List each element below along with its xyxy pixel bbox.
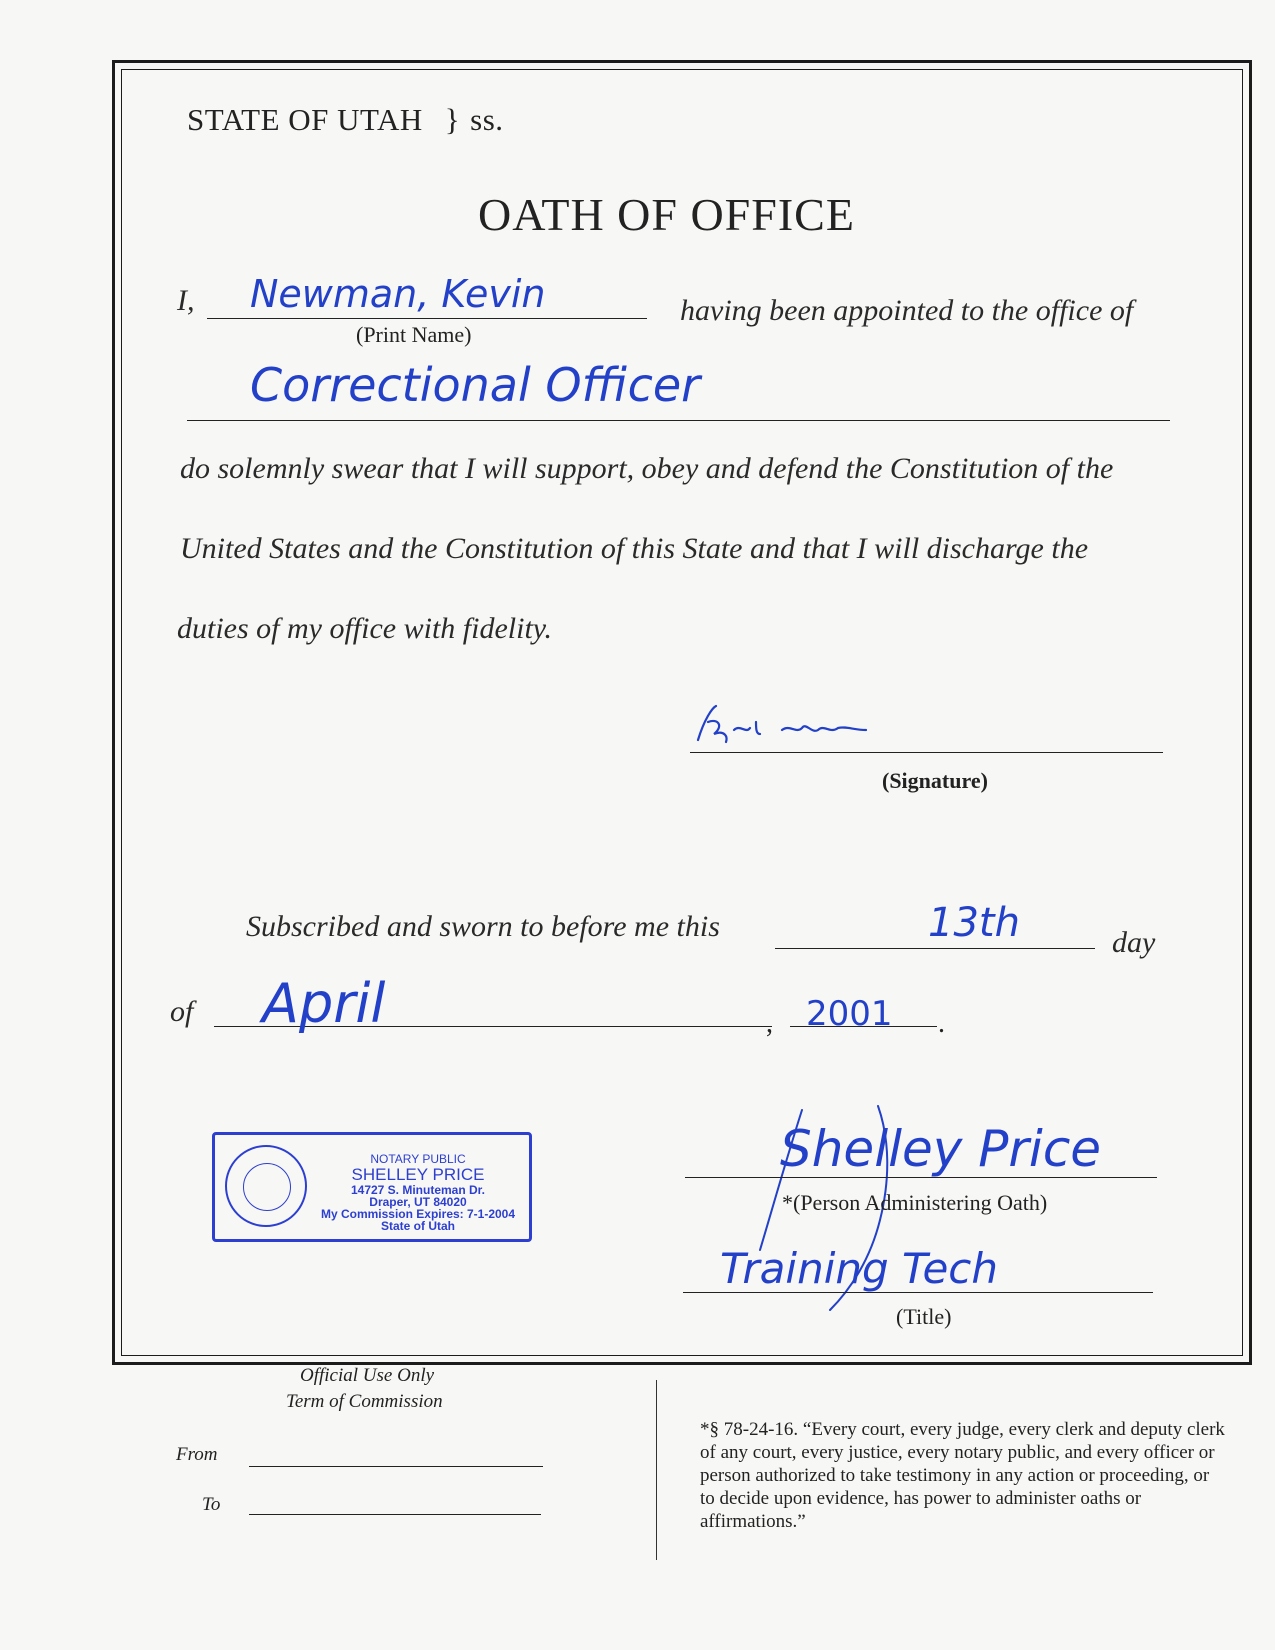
state-label: STATE OF UTAH bbox=[187, 102, 423, 137]
title-line bbox=[683, 1292, 1153, 1293]
handwritten-title: Training Tech bbox=[720, 1244, 999, 1293]
title-caption: (Title) bbox=[896, 1304, 952, 1329]
official-signature bbox=[690, 700, 880, 750]
date-comma: , bbox=[766, 1008, 773, 1039]
section-divider bbox=[656, 1380, 657, 1560]
subscribed-text: Subscribed and sworn to before me this bbox=[246, 910, 720, 943]
handwritten-administrator-signature: Shelley Price bbox=[780, 1120, 1102, 1178]
venue-brace: } bbox=[444, 102, 461, 137]
from-line bbox=[249, 1466, 543, 1467]
handwritten-month: April bbox=[262, 972, 386, 1035]
official-use-heading: Official Use Only bbox=[300, 1365, 435, 1386]
stamp-line-1: NOTARY PUBLIC bbox=[370, 1152, 466, 1166]
stamp-line-3: 14727 S. Minuteman Dr. bbox=[350, 1183, 486, 1197]
signature-line bbox=[690, 752, 1163, 753]
administrator-signature-line bbox=[685, 1177, 1157, 1178]
day-word: day bbox=[1112, 926, 1156, 959]
administrator-caption: *(Person Administering Oath) bbox=[782, 1190, 1048, 1215]
from-label: From bbox=[176, 1444, 218, 1465]
oath-body-line-3: duties of my office with fidelity. bbox=[177, 612, 552, 645]
day-line bbox=[775, 948, 1095, 949]
document-title: OATH OF OFFICE bbox=[478, 189, 855, 240]
stamp-line-6: State of Utah bbox=[380, 1219, 455, 1233]
oath-body-line-2: United States and the Constitution of this State and that I will discharge the bbox=[180, 532, 1089, 565]
handwritten-day: 13th bbox=[928, 900, 1020, 946]
handwritten-year: 2001 bbox=[806, 994, 893, 1034]
appointed-text: having been appointed to the office of bbox=[680, 294, 1134, 327]
stamp-line-2: SHELLEY PRICE bbox=[351, 1165, 485, 1184]
signature-caption: (Signature) bbox=[882, 768, 988, 793]
handwritten-name: Newman, Kevin bbox=[250, 272, 546, 316]
stamp-line-5: My Commission Expires: 7-1-2004 bbox=[320, 1207, 516, 1221]
term-of-commission-heading: Term of Commission bbox=[286, 1391, 443, 1412]
name-line bbox=[207, 318, 647, 319]
oath-body-line-1: do solemnly swear that I will support, obey and defend the Constitution of the bbox=[180, 452, 1114, 485]
ss-label: ss. bbox=[470, 102, 504, 137]
office-line bbox=[187, 420, 1170, 421]
to-line bbox=[249, 1514, 541, 1515]
stamp-line-4: Draper, UT 84020 bbox=[369, 1195, 467, 1209]
oath-prefix: I, bbox=[177, 284, 195, 317]
of-word: of bbox=[170, 995, 194, 1028]
statute-citation: *§ 78-24-16. “Every court, every judge, every clerk and deputy clerk of any court, every justice, every notary public, and every officer or person authorized to take testimony in any action or proceeding, or to decide upon evidence, has power to administer oaths or affirmations.” bbox=[700, 1419, 1225, 1532]
state-seal-icon bbox=[225, 1145, 307, 1227]
to-label: To bbox=[202, 1494, 221, 1515]
venue-heading bbox=[187, 102, 504, 138]
print-name-caption: (Print Name) bbox=[356, 322, 472, 347]
notary-stamp bbox=[212, 1132, 532, 1242]
handwritten-office: Correctional Officer bbox=[250, 358, 701, 412]
date-period: . bbox=[938, 1008, 945, 1039]
